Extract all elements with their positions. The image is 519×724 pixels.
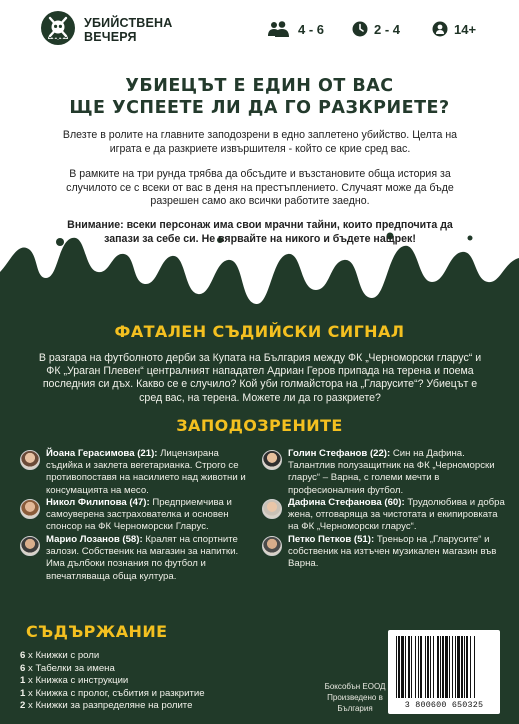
brand-title [84, 16, 173, 44]
avatar [262, 536, 282, 556]
publisher-info [310, 681, 400, 714]
suspect-text [46, 534, 252, 583]
list-item [20, 650, 205, 663]
suspect-text [288, 497, 506, 534]
intro-paragraph-1: Влезте в ролите на главните заподозрени в едно заплетено убийство. Целта на играта е да разкриете извършителя - който се крие сред вас. [62, 129, 458, 155]
avatar [20, 450, 40, 470]
suspect-name: Петко Петков (51): [288, 534, 375, 545]
suspect-name: Никол Филипова (47): [46, 497, 150, 508]
suspect-name: Дафина Стефанова (60): [288, 497, 405, 508]
suspect-description: Лицензирана съдийка и заклета вегетарианка. Строго се противопоставя на насилието над животни и консумацията на месо. [46, 448, 246, 496]
item-label: х Книжка с инструкции [25, 675, 129, 687]
item-label: х Табелки за имена [25, 662, 115, 674]
time-value: 2 - 4 [374, 21, 401, 37]
suspect-text [288, 534, 506, 571]
made-in: Произведено в България [327, 693, 383, 713]
clock-icon [352, 21, 368, 37]
list-item [20, 700, 205, 713]
item-label: х Книжка с пролог, събития и разкритие [25, 687, 205, 699]
avatar [262, 450, 282, 470]
suspect-card [20, 448, 252, 497]
contents-list [20, 650, 205, 713]
age-value: 14+ [454, 21, 477, 37]
avatar [20, 499, 40, 519]
logo-skull-fork-knife-icon [40, 10, 76, 46]
brand-line-1: УБИЙСТВЕНА [84, 16, 173, 30]
item-quantity: 1 [20, 687, 26, 699]
barcode-digits: 3 800600 650325 [404, 700, 484, 710]
list-item [20, 675, 205, 688]
suspect-card [262, 497, 506, 534]
suspect-description: Син на Дафина. Талантлив полузащитник на ФК „Черноморски гларус“ – Варна, с големи мечти в професионалния футбол. [288, 448, 495, 496]
avatar [262, 499, 282, 519]
list-item [20, 688, 205, 701]
list-item [20, 663, 205, 676]
suspect-text [46, 497, 252, 534]
item-label: х Книжки за разпределяне на ролите [25, 700, 193, 712]
headline-line-1: УБИЕЦЪТ Е ЕДИН ОТ ВАС [125, 76, 394, 96]
brand-line-2: ВЕЧЕРЯ [84, 30, 137, 44]
suspect-card [262, 448, 506, 497]
item-quantity: 2 [20, 700, 26, 712]
suspect-description: Трудолюбива и добра жена, отговаряща за чистотата и екипировката на ФК „Черноморски гларус“. [288, 497, 505, 533]
players-stat [268, 18, 324, 40]
headline-line-2: ЩЕ УСПЕЕТЕ ЛИ ДА ГО РАЗКРИЕТЕ? [69, 98, 450, 118]
suspect-description: Треньор на „Гларусите“ и собственик на изтъчен музикален магазин във Варна. [288, 534, 497, 570]
suspect-name: Йоана Герасимова (21): [46, 448, 158, 459]
suspect-name: Голин Стефанов (22): [288, 448, 391, 459]
scenario-title: ФАТАЛЕН СЪДИЙСКИ СИГНАЛ [114, 322, 405, 341]
suspect-name: Марио Лозанов (58): [46, 534, 143, 545]
barcode-bars [388, 630, 500, 700]
barcode [388, 630, 500, 714]
suspect-text [288, 448, 506, 497]
suspect-card [20, 534, 252, 583]
suspect-description: Предприемчива и самоуверена застрахователка и основен спонсор на ФК Черноморски Гларус. [46, 497, 232, 533]
item-quantity: 6 [20, 650, 26, 661]
scenario-text: В разгара на футболното дерби за Купата на България между ФК „Черноморски гларус“ и ФК „Ураган Плевен“ централният нападател Адриан Геров припада на терена и поема последния си дъх. Какво се е случило? Кой уби голмайстора на „Гларусите“? Убиецът е сред вас, на терена. Можете ли да го разкриете? [38, 352, 482, 404]
players-value: 4 - 6 [298, 21, 325, 37]
publisher-name: Боксобън ЕООД [324, 682, 386, 691]
intro-paragraph-2: В рамките на три рунда трябва да обсъдите и възстановите обща история за случилото се с всеки от вас в деня на престъплението. Случаят може да бъде разрешен само ако всички работите заедно. [66, 168, 454, 207]
age-icon [432, 21, 448, 37]
suspect-description: Кралят на спортните залози. Собственик на магазин за напитки. Има дълбоки познания по футбол и впечатляваща обща култура. [46, 534, 239, 582]
suspects-title: ЗАПОДОЗРЕНИТЕ [176, 416, 343, 435]
contents-title: СЪДЪРЖАНИЕ [26, 622, 168, 641]
time-stat [352, 18, 400, 40]
item-quantity: 6 [20, 662, 26, 674]
suspect-card [20, 497, 252, 534]
warning-paragraph: Внимание: всеки персонаж има свои мрачни тайни, които предпочита да запази за себе си. Не вярвайте на никого и бъдете нащрек! [67, 219, 453, 245]
players-icon [268, 21, 292, 37]
item-quantity: 1 [20, 675, 26, 687]
suspect-card [262, 534, 506, 571]
age-stat [432, 18, 476, 40]
avatar [20, 536, 40, 556]
suspect-text [46, 448, 252, 497]
item-label: х Книжки с роли [25, 650, 100, 661]
